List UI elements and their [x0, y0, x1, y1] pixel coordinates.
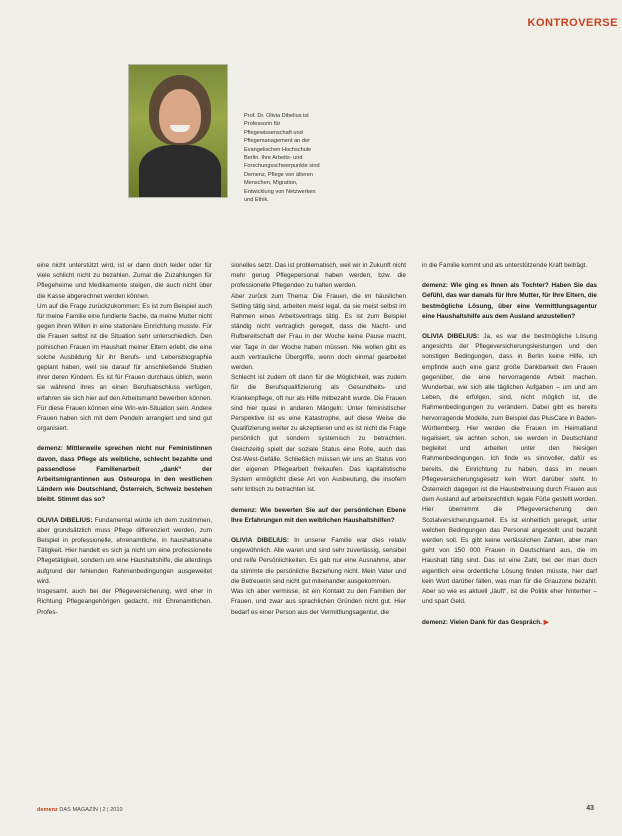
answer-paragraph — [422, 332, 597, 607]
end-mark-icon: ▶ — [541, 618, 549, 626]
text-column-2 — [231, 261, 406, 618]
speaker-name: OLIVIA DIBELIUS: — [231, 537, 290, 545]
footer-magazine — [37, 807, 123, 813]
text-column-1 — [37, 261, 212, 618]
issue-info: DAS MAGAZIN | 2 | 2010 — [59, 807, 123, 813]
photo-caption: Prof. Dr. Olivia Dibelius ist Professorin für Pflegewissenschaft und Pflegemanagement an der Evangelischen Hochschule Berlin. Ihre Arbeits- und Forschungsschwerpunkte sind Demenz, Pflege von älteren Menschen, Migration, Entwicklung von Netzwerken und Ethik. — [244, 113, 320, 204]
answer-text: In unserer Familie war dies relativ ungewöhnlich. Alle waren und sind sehr zuverlässig, sensibel und reife Persönlichkeiten. Es gab nur eine Ausnahme, aber da stimmte die persönliche Beziehung nicht. Mein Vater und die Betreuerin sind nicht gut miteinander ausgekommen. — [231, 537, 406, 585]
page-number: 43 — [586, 805, 594, 812]
paragraph: Schlecht ist zudem oft dann für die Möglichkeit, was zudem für die Berufsqualifizierung als Gesundheits- und Krankenpflege, oft nur als Hilfe mitbezahlt wurde. Die Frauen sind hier quasi in anderen Mängeln: Unter feministischer Perspektive ist es eine Katastrophe, auf diese Weise die Qualifizierung weiter zu akzeptieren und es ist nicht die Frage persönlich gut sondern systemisch zu betrachten. Gleichzeitig spielt der soziale Status eine Rolle, auch das Ost-West-Gefälle. Schließlich müssen wir uns an Status von der eigenen Pflegearbeit freikaufen. Das kapitalistische System ermöglicht diese Art von Ausbeutung, die insofern sehr kritisch zu betrachten ist. — [231, 374, 406, 494]
paragraph: Aber zurück zum Thema: Die Frauen, die im häuslichen Setting tätig sind, arbeiten meist legal, da sie meist selbst im Rahmen eines Arbeitsvertrags tätig. Es ist zum Beispiel ständig nicht vertraglich geregelt, dass die Nacht- und Rufbereitschaft der Frau in der Woche keine Pause macht, vier Tage in der Woche haben müssen. Nie wollen gibt es auch vertrauliche Übergriffe, wenn doch einmal gearbeitet werden. — [231, 292, 406, 372]
paragraph: Um auf die Frage zurückzukommen: Es ist zum Beispiel auch für meine Familie eine fundierte Sache, da meine Mutter nicht gegen ihren Willen in eine stationäre Einrichtung musste. Für die Frauen selbst ist die Situation sehr unterschiedlich. Den polnischen Frauen im Haushalt meiner Eltern erlebt, die eine solche Ausbildung für ihr Berufs- und Lebensbiographie geplant haben, weil sie darauf für anschließende Studien ihrer deren Kindern. Es ist für Frauen durchaus üblich, wenn sie während ihres an einen Berufsabschluss verfügen, erfahren sie sich hier auf den Arbeitsmarkt bewerben können. Für diese Frauen können eine Win-win-Situation sein. Andere Frauen haben sich mit dem Pendeln arrangiert und sind gut organisiert. — [37, 302, 212, 433]
paragraph: Was ich aber vermisse, ist ein Kontakt zu den Familien der Frauen, und zwar aus sprachlichen Gründen nicht gut. Hier bedarf es einer Person aus der Vermittlungsagentur, die — [231, 588, 406, 616]
answer-text: Ja, es war die bestmögliche Lösung angesichts der Pflegeversicherungsleistungen und den sonstigen Bedingungen, dass in Berlin keine Hilfe, ich empfinde auch eine ganz große Dankbarkeit den Frauen gegenüber, die eine hervorragende Arbeit machen. Wunderbar, wie sich alle täglichen Aufgaben – um und am Leben, die erfolgen, sind, nicht möglich ist, die Rahmenbedingungen zu verändern. Dabei gibt es bereits hervorragende Modelle, zum Beispiel das PlusCare in Baden-Württemberg. Hier werden die Frauen im Heimatland legalisiert, sie achten schon, sie werden in Deutschland begleitet und arbeiten unter den hiesigen Rahmenbedingungen. Ich finde es sinnvoller, dafür es bereits, die Einrichtung zu haben, dass im neuen Pflegeversicherungsgesetz kein Wort darüber steht. In Österreich dagegen ist die Hausbetreuung durch Frauen aus dem Ausland auf arbeitsrechtlich legale Füße gestellt worden. Hier übernimmt die Pflegeversicherung den Sozialversicherungsanteil. Es ist einheitlich geregelt, unter welchen Bedingungen das Personal angestellt und bezahlt werden soll. Es gibt keine verlässlichen Zahlen, aber man geht von 150 000 Frauen in Deutschland aus, die im Haushalt tätig sind. Das ist eine Zahl, bei der man doch eigentlich eine ordentliche Lösung finden müsste, hier darf kein Wort darüber fallen, was man für die Grauzone bezahlt. Aber so wie es aktuell „läuft“, ist die Politik eher hinterher – und spart Geld. — [422, 333, 598, 606]
answer-text: Fundamental würde ich dem zustimmen, aber grundsätzlich muss Pflege differenziert werden, zum Beispiel in professionelle, ehrenamtliche, in haushaltsnahe Tätigkeit. Hier handelt es sich ja nicht um eine professionelle Pflegetätigkeit, sondern um eine Haushaltshilfe, die allerdings aufgrund der fehlenden Rahmenbedingungen ausgeweitet wird. — [37, 516, 213, 585]
paragraph: eine nicht unterstützt wird, ist er dann doch leider oder für viele schlicht nicht zu bezahlen. Zumal die Zuzahlungen für Pflegeheime und Medikamente steigen, die auch nicht über die Kasse abgerechnet werden können. — [37, 262, 212, 300]
interview-question: demenz: Wie bewerten Sie auf der persönlichen Ebene Ihre Erfahrungen mit den weiblichen Haushaltshilfen? — [231, 506, 406, 524]
answer-paragraph — [231, 536, 406, 587]
section-tag: KONTROVERSE — [527, 17, 618, 29]
paragraph: Insgesamt, auch bei der Pflegeversicherung, wird eher in Richtung Pflegeangehörigen gedacht, mit Ehrenamtlichen. Profes- — [37, 588, 212, 616]
speaker-name: OLIVIA DIBELIUS: — [37, 516, 93, 524]
text-column-3 — [422, 261, 597, 638]
paragraph: sionelles setzt. Das ist problematisch, weil wir in Zukunft nicht mehr genug Pflegepersonal haben werden, bzw. die professionelle Pflegenden zu halten werden. — [231, 262, 406, 290]
interview-question: demenz: Mittlerweile sprechen nicht nur Feministinnen davon, dass Pflege als weibliche, schlecht bezahlte und passendlose Familienarbeit „dank“ der Arbeitsmigrantinnen aus Osteuropa in den westlichen Ländern wie Deutschland, Österreich, Schweiz bestehen bleibt. Stimmt das so? — [37, 445, 212, 504]
magazine-name: demenz — [37, 807, 58, 813]
paragraph: in die Familie kommt und als unterstützende Kraft beiträgt. — [422, 262, 588, 269]
closing-question — [422, 618, 597, 628]
answer-paragraph — [37, 516, 212, 587]
interview-question: demenz: Wie ging es Ihnen als Tochter? Haben Sie das Gefühl, das war damals für Ihre Mutter, für Ihre Eltern, die bestmögliche Lösung, über eine Vermittlungsagentur eine Haushaltshilfe aus dem Ausland anzustellen? — [422, 282, 597, 320]
portrait-photo — [128, 64, 228, 198]
closing-text: demenz: Vielen Dank für das Gespräch. — [422, 618, 542, 626]
speaker-name: OLIVIA DIBELIUS: — [422, 333, 480, 341]
